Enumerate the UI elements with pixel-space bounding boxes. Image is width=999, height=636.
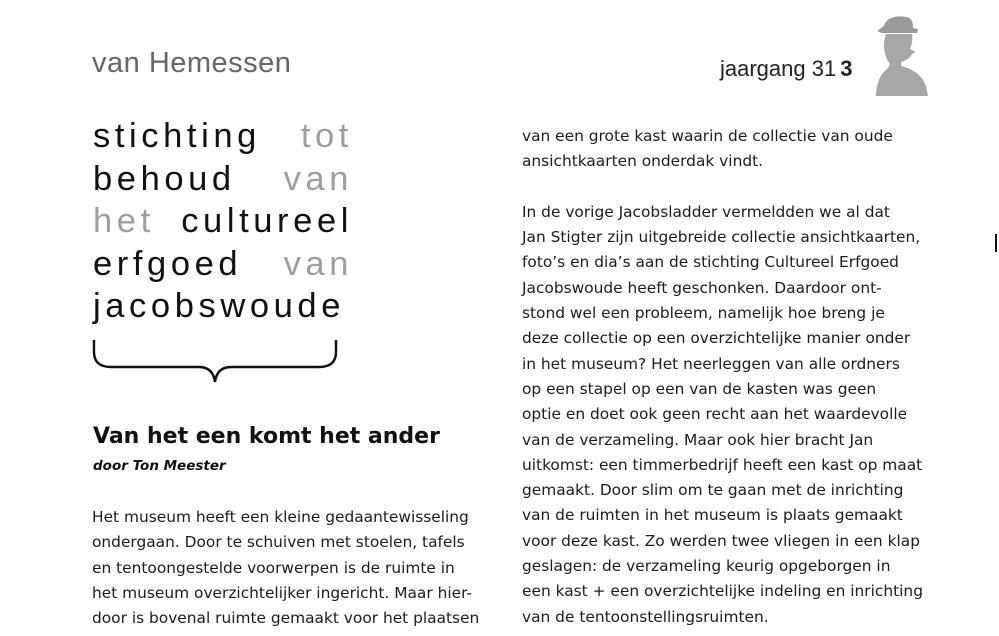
logo-word: het <box>93 202 155 240</box>
right-column-text <box>522 124 922 630</box>
logo-word: stichting <box>93 117 261 155</box>
body-line: in het museum? Het neerleggen van alle ordners <box>522 354 900 373</box>
logo-word: van <box>283 159 353 198</box>
logo-word: cultureel <box>181 202 353 240</box>
body-line: gemaakt. Door slim om te gaan met de inrichting <box>522 481 904 500</box>
logo-line <box>93 285 353 328</box>
body-line: In de vorige Jacobsladder vermeldden we al dat <box>522 202 890 221</box>
body-line: een kast + een overzichtelijke indeling en inrichting <box>522 582 923 601</box>
body-line: stond wel een probleem, namelijk hoe breng je <box>522 304 885 323</box>
body-line: Jacobswoude heeft geschonken. Daardoor ont- <box>522 278 882 297</box>
paragraph-gap <box>522 175 922 200</box>
body-line: door is bovenal ruimte gemaakt voor het plaatsen <box>92 609 480 628</box>
body-line: het museum overzichtelijker ingericht. Maar hier- <box>92 583 472 602</box>
body-line: geslagen: de verzameling keurig opgeborgen in <box>522 557 891 576</box>
article-title: Van het een komt het ander <box>93 424 440 449</box>
running-head-title: van Hemessen <box>92 47 292 79</box>
body-line: Het museum heeft een kleine gedaantewisseling <box>92 508 469 526</box>
curly-brace-icon <box>91 340 341 386</box>
body-line: van een grote kast waarin de collectie van oude <box>522 127 893 145</box>
body-line: van de tentoonstellingsruimten. <box>522 607 769 626</box>
foundation-logo-wordmark <box>93 115 353 328</box>
issue-info <box>720 56 852 82</box>
body-line: voor deze kast. Zo werden twee vliegen in een klap <box>522 531 920 550</box>
logo-word: behoud <box>93 159 236 198</box>
page-number: 3 <box>840 56 853 81</box>
body-line: op een stapel op een van de kasten was geen <box>522 379 877 398</box>
body-line: van de ruimten in het museum is plaats gemaakt <box>522 506 903 525</box>
issue-label: jaargang 31 <box>720 56 837 81</box>
logo-word: erfgoed <box>93 244 243 283</box>
logo-line <box>93 115 353 158</box>
logo-line <box>93 243 353 286</box>
logo-line <box>93 158 353 201</box>
logo-word: jacobswoude <box>93 287 345 325</box>
body-line: uitkomst: een timmerbedrijf heeft een kast op maat <box>522 455 923 474</box>
body-line: ondergaan. Door te schuiven met stoelen, tafels <box>92 533 465 552</box>
article-byline: door Ton Meester <box>93 458 226 474</box>
body-line: van de verzameling. Maar ook hier bracht Jan <box>522 430 874 449</box>
logo-line <box>93 200 353 243</box>
left-column-text <box>92 505 482 631</box>
body-line: foto’s en dia’s aan de stichting Cultureel Erfgoed <box>522 253 899 272</box>
body-line: en tentoongestelde voorwerpen is de ruimte in <box>92 558 455 577</box>
logo-word: tot <box>300 117 353 155</box>
logo-word: van <box>283 244 353 283</box>
text-cursor <box>995 234 997 252</box>
body-line: Jan Stigter zijn uitgebreide collectie ansichtkaarten, <box>522 228 921 247</box>
body-line: deze collectie op een overzichtelijke manier onder <box>522 329 911 348</box>
body-line: ansichtkaarten onderdak vindt. <box>522 152 764 171</box>
hat-man-silhouette-icon <box>866 12 930 96</box>
body-line: optie en doet ook geen recht aan het waardevolle <box>522 405 908 424</box>
